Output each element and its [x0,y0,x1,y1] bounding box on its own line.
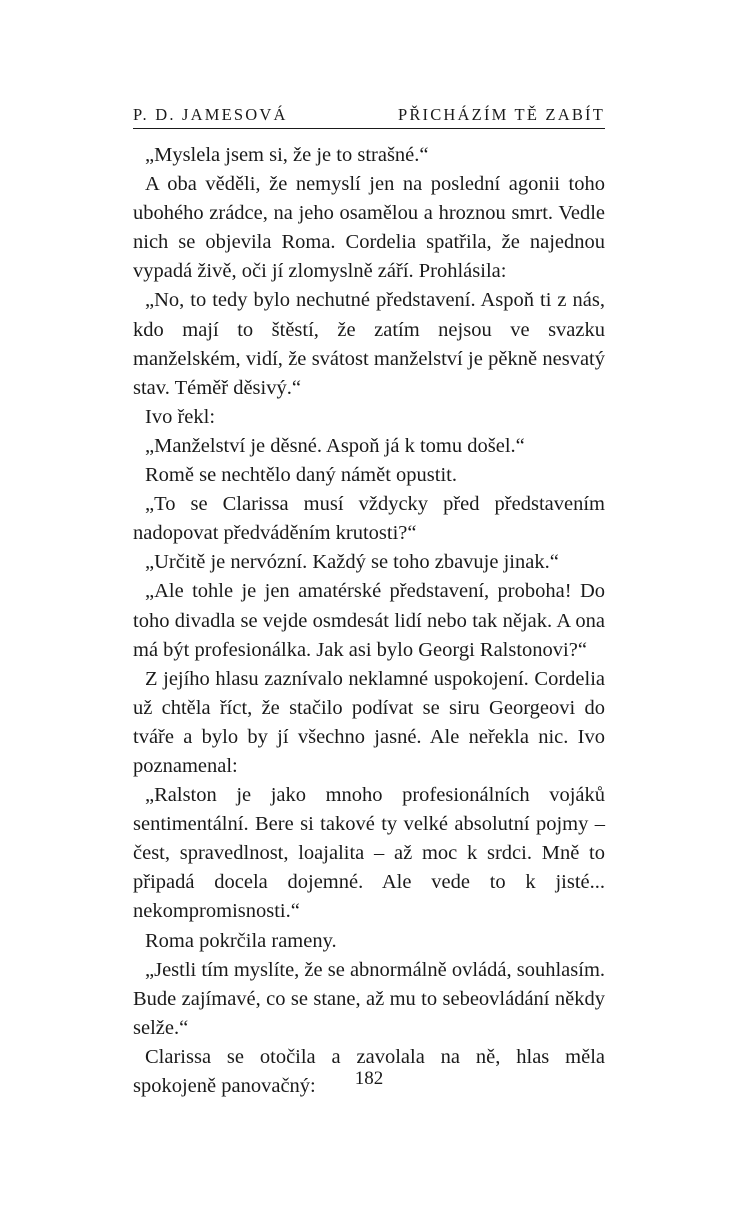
paragraph: „Ale tohle je jen amatérské představení, proboha! Do toho divadla se vejde osmdesát lidí nebo tak nějak. A ona má být profesionálka. Jak asi bylo Georgi Ralstonovi?“ [133,580,605,661]
paragraph: „Myslela jsem si, že je to strašné.“ [145,144,429,166]
paragraph: „Manželství je děsné. Aspoň já k tomu došel.“ [145,434,525,457]
paragraph: Romě se nechtělo daný námět opustit. [145,464,457,487]
body-text [133,141,605,1101]
header-book-title: PŘICHÁZÍM TĚ ZABÍT [397,105,605,124]
header-author: P. D. JAMESOVÁ [133,105,288,124]
paragraph: Ivo řekl: [145,405,216,428]
paragraph: Z jejího hlasu zaznívalo neklamné uspokojení. Cordelia už chtěla říct, že stačilo podívat se siru Georgeovi do tváře a bylo by jí všechno jasné. Ale neřekla nic. Ivo poznamenal: [133,667,605,777]
paragraph: Clarissa se otočila a zavolala na ně, hlas měla spokojeně panovačný: [133,1045,605,1097]
paragraph: Roma pokrčila rameny. [145,929,337,952]
paragraph: „To se Clarissa musí vždycky před představením nadopovat předváděním krutosti?“ [133,493,605,545]
paragraph: „Ralston je jako mnoho profesionálních vojáků sentimentální. Bere si takové ty velké absolutní pojmy – čest, spravedlnost, loajalita – až moc k srdci. Mně to připadá docela dojemné. Ale vede to k jisté... nekompromisnosti.“ [133,784,605,923]
paragraph: „No, to tedy bylo nechutné představení. Aspoň ti z nás, kdo mají to štěstí, že zatím nejsou ve svazku manželském, vidí, že svátost manželství je pěkně nesvatý stav. Téměř děsivý.“ [133,289,605,399]
paragraph: „Jestli tím myslíte, že se abnormálně ovládá, souhlasím. Bude zajímavé, co se stane, až mu to sebeovládání někdy selže.“ [133,958,606,1039]
page-number: 182 [354,1068,384,1089]
paragraph: A oba věděli, že nemyslí jen na poslední agonii toho ubohého zrádce, na jeho osamělou a hroznou smrt. Vedle nich se objevila Roma. Cordelia spatřila, že najednou vypadá živě, oči jí zlomyslně září. Prohlásila: [133,173,605,283]
running-header [133,106,605,129]
paragraph: „Určitě je nervózní. Každý se toho zbavuje jinak.“ [145,551,559,574]
book-page [133,0,605,1210]
